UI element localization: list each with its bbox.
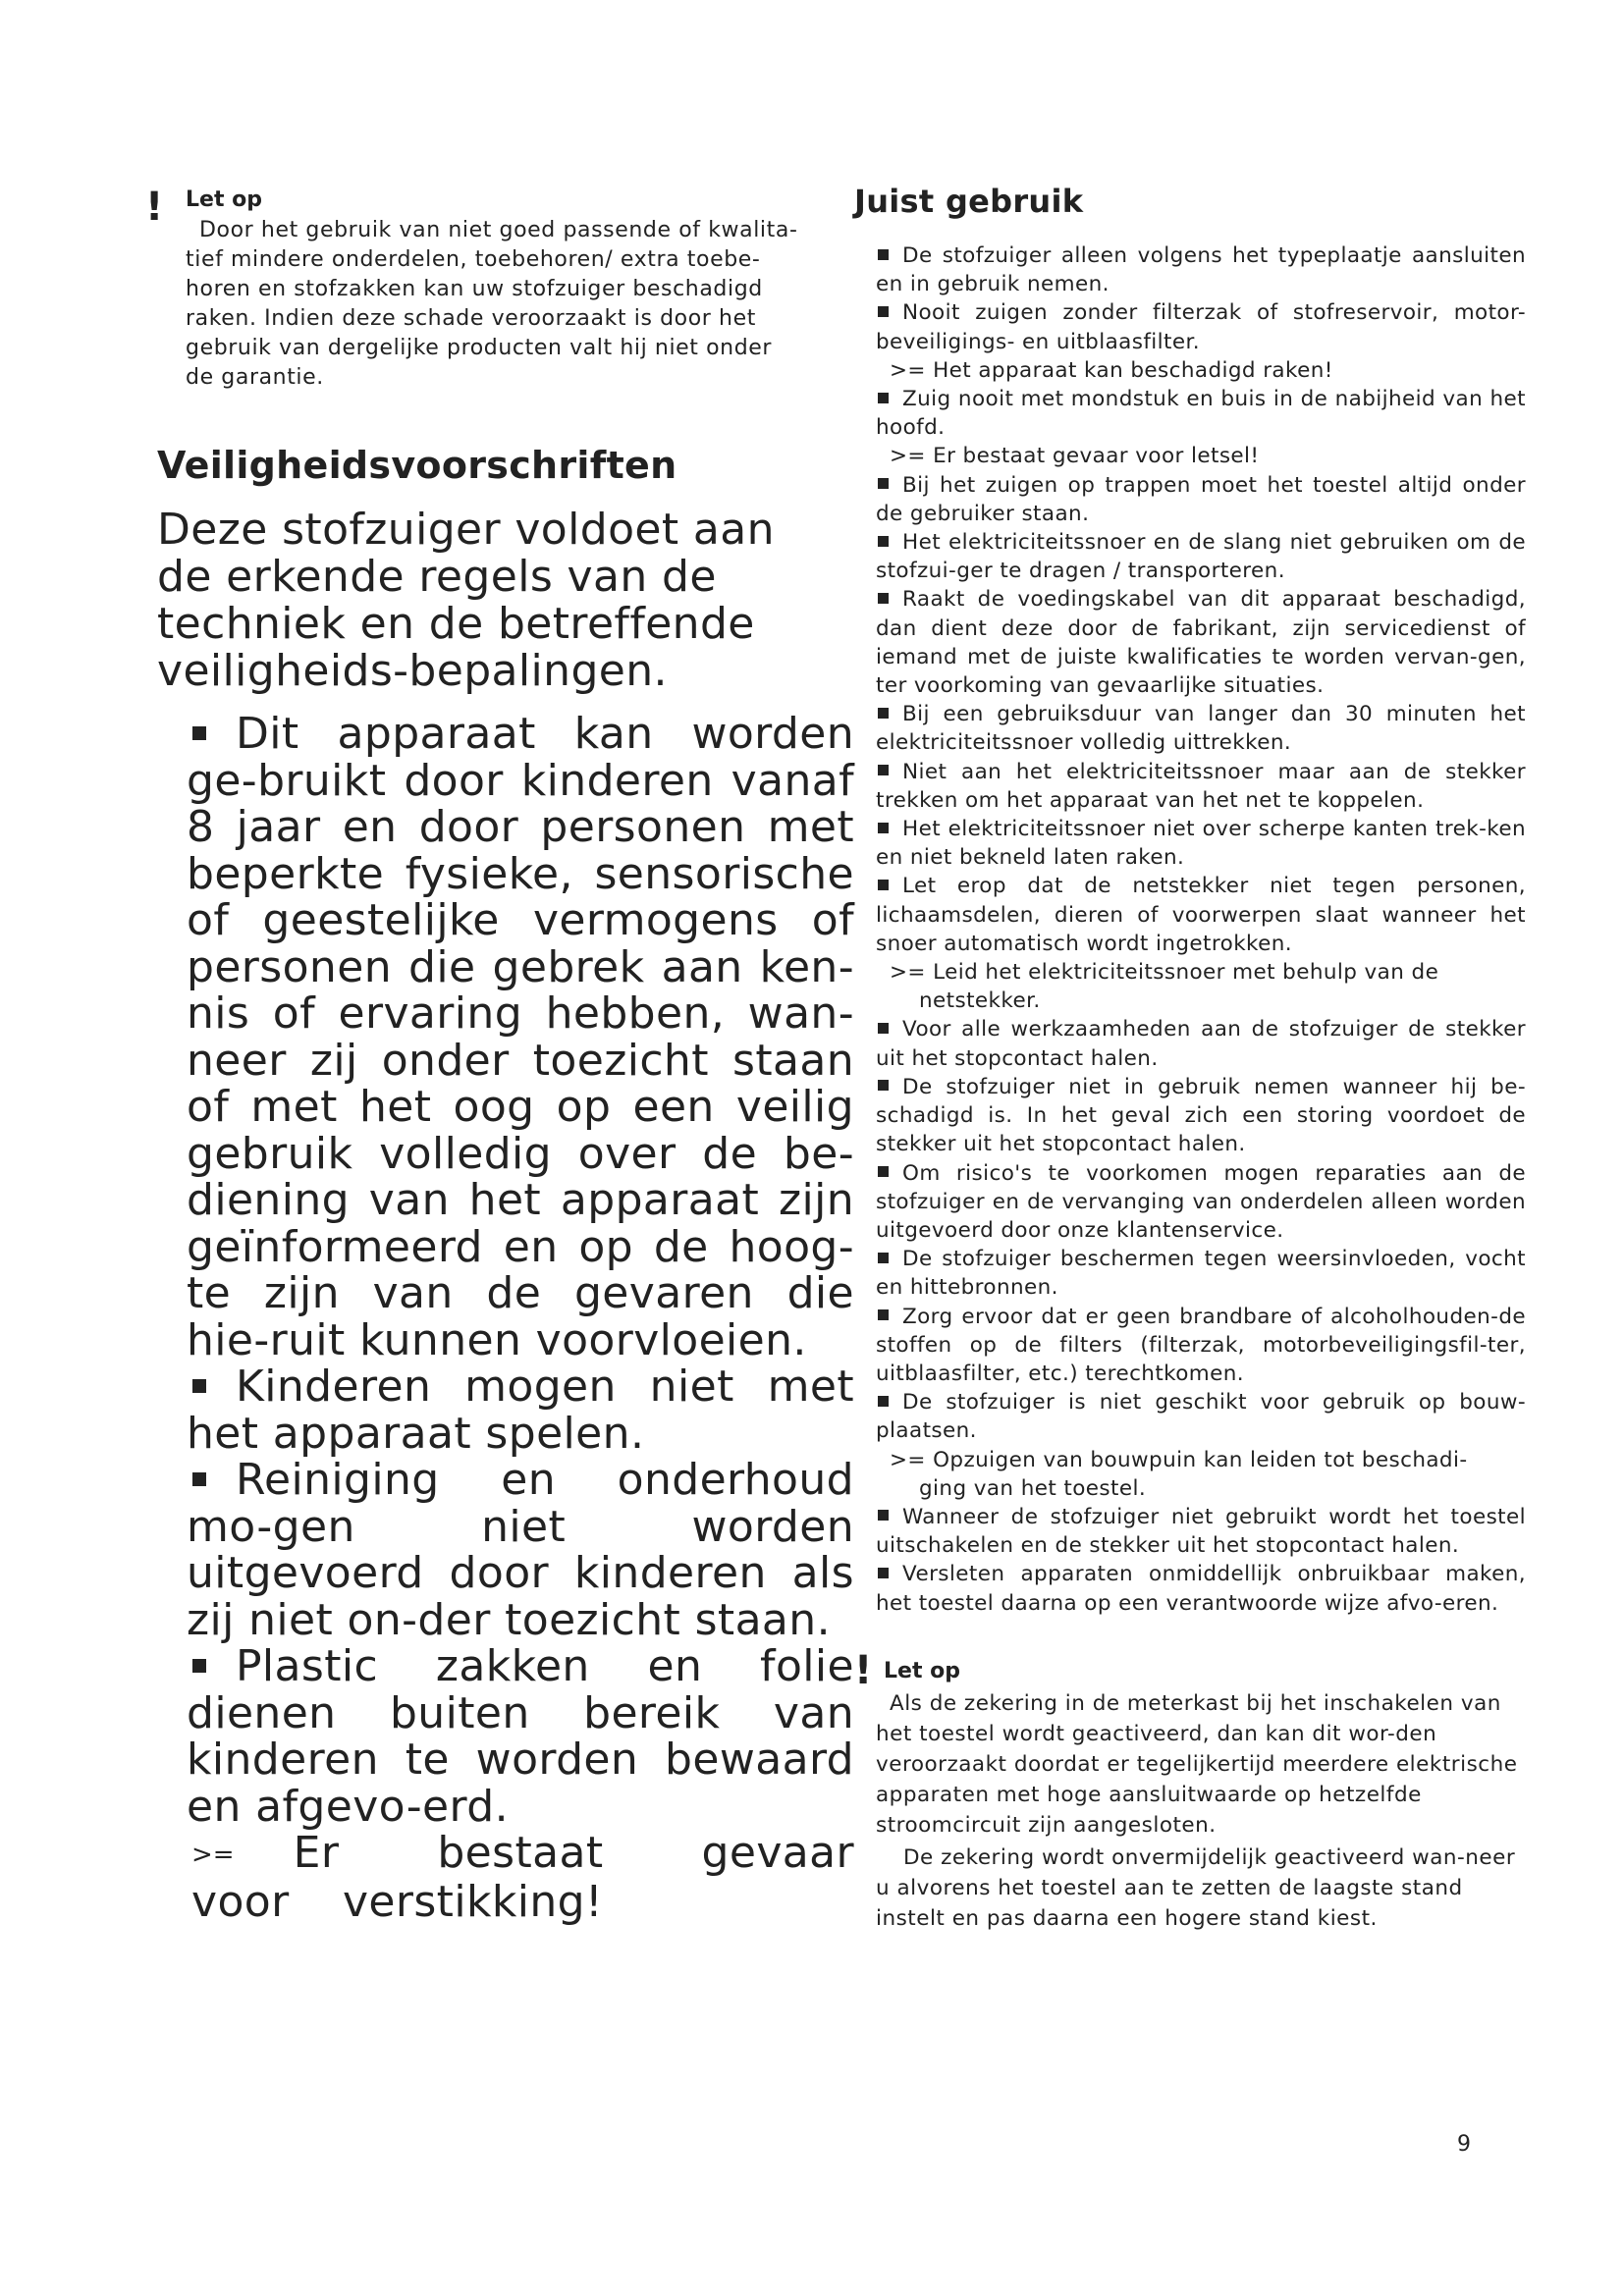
result-arrow: >= [890, 357, 926, 383]
page-number: 9 [1457, 2132, 1471, 2157]
result-arrow: >= [191, 1840, 235, 1870]
bullet-square-icon [878, 536, 889, 547]
bullet-square-icon [878, 1396, 889, 1407]
list-item [876, 585, 1526, 700]
left-notice-line: gebruik van dergelijke producten valt hij niet onder [186, 336, 773, 360]
list-item [876, 241, 1526, 298]
list-item-text: Niet aan het elektriciteitssnoer maar aan de stekker trekken om het apparaat van het net te koppelen. [876, 759, 1526, 813]
bullet-square-icon [878, 708, 889, 719]
list-item-text: Nooit zuigen zonder filterzak of stofreservoir, motor-beveiligings- en uitblaasfilter. [876, 300, 1526, 354]
list-item [876, 1303, 1526, 1389]
left-notice-line: de garantie. [186, 365, 324, 390]
correct-use-list [876, 241, 1526, 1618]
list-item-text: Het elektriciteitssnoer en de slang niet gebruiken om de stofzui-ger te dragen / transporteren. [876, 530, 1526, 584]
bullet-square-icon [878, 880, 889, 890]
warning-icon: ! [854, 1648, 873, 1693]
bullet-square-icon [878, 593, 889, 604]
list-item-text: Voor alle werkzaamheden aan de stofzuiger de stekker uit het stopcontact halen. [876, 1017, 1526, 1071]
left-notice-line: horen en stofzakken kan uw stofzuiger beschadigd [186, 277, 763, 301]
list-item-text: Plastic zakken en folie dienen buiten bereik van kinderen te worden bewaard en afgevo-erd. [187, 1641, 854, 1832]
list-item [876, 1245, 1526, 1302]
list-item [876, 1159, 1526, 1246]
list-item-text: De stofzuiger niet in gebruik nemen wanneer hij be-schadigd is. In het geval zich een storing voordoet de stekker uit het stopcontact halen. [876, 1074, 1526, 1157]
result-arrow: >= [890, 444, 926, 469]
bullet-square-icon [878, 478, 889, 489]
result-text: Opzuigen van bouwpuin kan leiden tot beschadi- [933, 1447, 1468, 1472]
result-text: Er bestaat gevaar voor verstikking! [191, 1828, 854, 1927]
list-item [876, 1388, 1526, 1445]
safety-list [187, 711, 854, 1925]
right-notice-body [876, 1688, 1526, 1934]
bullet-square-icon [878, 1023, 889, 1034]
list-item [876, 700, 1526, 757]
result-text-continued: ging van het toestel. [919, 1475, 1147, 1501]
list-item [187, 711, 854, 1363]
bullet-square-icon [878, 393, 889, 403]
result-text: Het apparaat kan beschadigd raken! [933, 357, 1333, 383]
result-line [876, 442, 1526, 470]
bullet-square-icon [878, 306, 889, 317]
list-item [876, 1073, 1526, 1159]
list-item [876, 1560, 1526, 1617]
result-line [187, 1830, 854, 1925]
safety-heading: Veiligheidsvoorschriften [157, 444, 677, 487]
left-notice-line: Door het gebruik van niet goed passende of kwalita- [199, 218, 798, 242]
list-item-text: Let erop dat de netstekker niet tegen personen, lichaamsdelen, dieren of voorwerpen slaat wanneer het snoer automatisch wordt ingetrokken. [876, 874, 1526, 956]
result-line [876, 356, 1526, 385]
list-item-text: Bij een gebruiksduur van langer dan 30 minuten het elektriciteitssnoer volledig uittrekken. [876, 702, 1526, 756]
bullet-square-icon [878, 1510, 889, 1521]
list-item-text: De stofzuiger beschermen tegen weersinvloeden, vocht en hittebronnen. [876, 1247, 1526, 1301]
result-text-continued: netstekker. [919, 988, 1041, 1014]
list-item-text: Het elektriciteitssnoer niet over scherpe kanten trek-ken en niet bekneld laten raken. [876, 817, 1526, 871]
list-item-text: De stofzuiger alleen volgens het typeplaatje aansluiten en in gebruik nemen. [876, 243, 1526, 297]
result-text: Leid het elektriciteitssnoer met behulp van de [933, 960, 1439, 986]
list-item-text: Raakt de voedingskabel van dit apparaat beschadigd, dan dient deze door de fabrikant, zijn servicedienst of iemand met de juiste kwalificaties te worden vervan-gen, ter voorkoming van gevaarlijke situaties. [876, 587, 1526, 699]
left-notice-line: tief mindere onderdelen, toebehoren/ extra toebe- [186, 247, 761, 272]
list-item [187, 1363, 854, 1457]
list-item [876, 872, 1526, 958]
bullet-square-icon [192, 1379, 206, 1393]
list-item [876, 471, 1526, 528]
bullet-square-icon [878, 823, 889, 833]
list-item [876, 528, 1526, 585]
list-item [876, 815, 1526, 872]
right-notice-paragraph: Als de zekering in de meterkast bij het inschakelen van het toestel wordt geactiveerd, dan kan dit wor-den veroorzaakt doordat er tegelijkertijd meerdere elektrische apparaten met hoge aansluitwaarde op hetzelfde stroomcircuit zijn aangesloten. [876, 1691, 1518, 1838]
list-item-text: Kinderen mogen niet met het apparaat spelen. [187, 1362, 854, 1459]
bullet-square-icon [192, 1472, 206, 1486]
bullet-square-icon [878, 1568, 889, 1578]
list-item-text: Versleten apparaten onmiddellijk onbruikbaar maken, het toestel daarna op een verantwoorde wijze afvo-eren. [876, 1562, 1526, 1616]
list-item [876, 298, 1526, 355]
list-item [876, 1015, 1526, 1072]
bullet-square-icon [878, 249, 889, 260]
bullet-square-icon [878, 1253, 889, 1263]
list-item [876, 1503, 1526, 1560]
left-notice-body [186, 216, 824, 393]
result-text: Er bestaat gevaar voor letsel! [933, 444, 1260, 469]
bullet-square-icon [192, 726, 206, 740]
left-notice-title: Let op [186, 187, 262, 212]
warning-icon: ! [145, 185, 164, 230]
bullet-square-icon [192, 1659, 206, 1673]
left-notice-line: raken. Indien deze schade veroorzaakt is door het [186, 306, 756, 331]
right-notice-title: Let op [884, 1659, 960, 1683]
list-item-text: Bij het zuigen op trappen moet het toestel altijd onder de gebruiker staan. [876, 472, 1526, 526]
list-item-text: Wanneer de stofzuiger niet gebruikt wordt het toestel uitschakelen en de stekker uit het stopcontact halen. [876, 1504, 1526, 1559]
list-item-text: Reiniging en onderhoud mo-gen niet worden uitgevoerd door kinderen als zij niet on-der toezicht staan. [187, 1455, 854, 1645]
list-item [876, 758, 1526, 815]
result-arrow: >= [890, 1447, 926, 1472]
bullet-square-icon [878, 1166, 889, 1177]
list-item-text: Zorg ervoor dat er geen brandbare of alcoholhouden-de stoffen op de filters (filterzak, motorbeveiligingsfil-ter, uitblaasfilter, etc.) terechtkomen. [876, 1304, 1526, 1386]
correct-use-heading: Juist gebruik [854, 183, 1084, 220]
result-line [876, 1446, 1526, 1503]
safety-intro: Deze stofzuiger voldoet aan de erkende regels van de techniek en de betreffende veiligheids-bepalingen. [157, 505, 775, 696]
list-item-text: Om risico's te voorkomen mogen reparaties aan de stofzuiger en de vervanging van onderdelen alleen worden uitgevoerd door onze klantenservice. [876, 1160, 1526, 1243]
bullet-square-icon [878, 1080, 889, 1091]
result-line [876, 958, 1526, 1015]
list-item [876, 385, 1526, 442]
bullet-square-icon [878, 765, 889, 775]
result-arrow: >= [890, 960, 926, 986]
bullet-square-icon [878, 1309, 889, 1320]
list-item-text: De stofzuiger is niet geschikt voor gebruik op bouw-plaatsen. [876, 1390, 1526, 1444]
list-item-text: Zuig nooit met mondstuk en buis in de nabijheid van het hoofd. [876, 387, 1526, 441]
list-item [187, 1643, 854, 1830]
list-item-text: Dit apparaat kan worden ge-bruikt door kinderen vanaf 8 jaar en door personen met beperkte fysieke, sensorische of geestelijke vermogens of personen die gebrek aan ken-nis of ervaring hebben, wan-neer zij onder toezicht staan of met het oog op een veilig gebruik volledig over de be-diening van het apparaat zijn geïnformeerd en op de hoog-te zijn van de gevaren die hie-ruit kunnen voorvloeien. [187, 709, 854, 1365]
right-notice-paragraph: De zekering wordt onvermijdelijk geactiveerd wan-neer u alvorens het toestel aan te zetten de laagste stand instelt en pas daarna een hogere stand kiest. [876, 1845, 1516, 1931]
list-item [187, 1457, 854, 1643]
